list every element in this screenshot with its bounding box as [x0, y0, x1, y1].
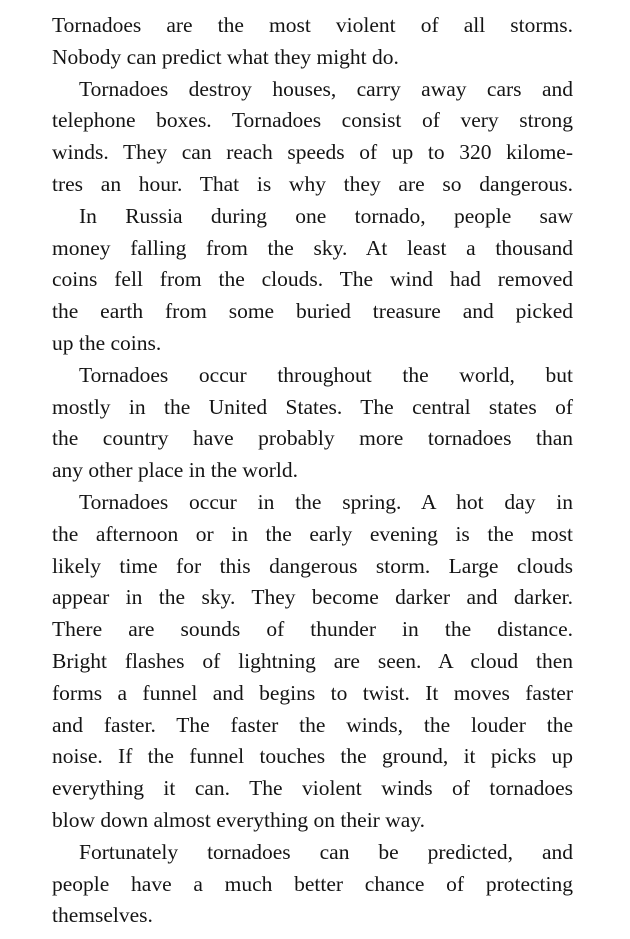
text-line: noise. If the funnel touches the ground, it picks up: [52, 744, 573, 769]
text-line: forms a funnel and begins to twist. It moves faster: [52, 680, 573, 705]
text-line: the afternoon or in the early evening is the most: [52, 521, 573, 546]
text-line: appear in the sky. They become darker and darker.: [52, 585, 573, 610]
paragraph-1: [52, 10, 573, 74]
document-page: [52, 10, 573, 932]
paragraph-5: [52, 487, 573, 837]
paragraph-3: [52, 201, 573, 360]
text-line: mostly in the United States. The central states of: [52, 394, 573, 419]
text-line: There are sounds of thunder in the distance.: [52, 617, 573, 642]
text-line: money falling from the sky. At least a thousand: [52, 235, 573, 260]
text-line: themselves.: [52, 903, 153, 928]
text-line: people have a much better chance of protecting: [52, 871, 573, 896]
text-line: Fortunately tornadoes can be predicted, and: [79, 839, 573, 864]
paragraph-4: [52, 360, 573, 487]
text-line: telephone boxes. Tornadoes consist of very strong: [52, 108, 573, 133]
text-line: blow down almost everything on their way.: [52, 807, 425, 832]
text-line: Tornadoes occur in the spring. A hot day in: [79, 489, 573, 514]
paragraph-6: [52, 837, 573, 932]
text-line: the earth from some buried treasure and picked: [52, 299, 573, 324]
text-line: everything it can. The violent winds of tornadoes: [52, 776, 573, 801]
text-line: coins fell from the clouds. The wind had removed: [52, 267, 573, 292]
paragraph-2: [52, 74, 573, 201]
text-line: likely time for this dangerous storm. Large clouds: [52, 553, 573, 578]
text-line: Nobody can predict what they might do.: [52, 44, 399, 69]
text-line: any other place in the world.: [52, 458, 298, 483]
text-line: the country have probably more tornadoes than: [52, 426, 573, 451]
text-line: In Russia during one tornado, people saw: [79, 203, 573, 228]
text-line: Tornadoes destroy houses, carry away cars and: [79, 76, 573, 101]
text-line: Tornadoes occur throughout the world, but: [79, 362, 573, 387]
text-line: and faster. The faster the winds, the louder the: [52, 712, 573, 737]
text-line: Tornadoes are the most violent of all storms.: [52, 13, 573, 37]
text-line: up the coins.: [52, 330, 162, 355]
text-line: winds. They can reach speeds of up to 320 kilome-: [52, 140, 573, 165]
text-line: tres an hour. That is why they are so dangerous.: [52, 171, 573, 196]
text-line: Bright flashes of lightning are seen. A cloud then: [52, 648, 573, 673]
